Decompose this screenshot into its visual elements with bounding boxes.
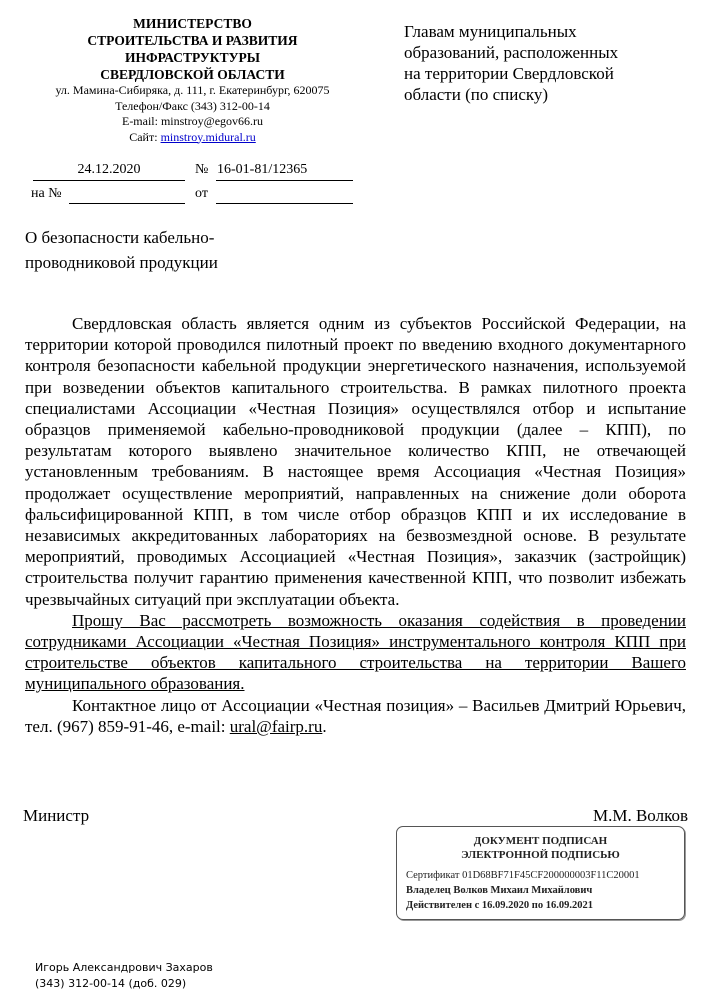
executor-phone: (343) 312-00-14 (доб. 029) [35,977,187,990]
letterhead [30,15,355,145]
org-phone: Телефон/Факс (343) 312-00-14 [115,98,270,113]
org-name-line: СВЕРДЛОВСКОЙ ОБЛАСТИ [100,67,285,82]
addressee-line: Главам муниципальных [404,22,577,41]
addressee-line: на территории Свердловской [404,64,614,83]
signer-name: М.М. Волков [592,806,688,825]
stamp-owner [397,883,684,898]
body-paragraph-1: Свердловская область является одним из субъектов Российской Федерации, на территории которой проводился пилотный проект по введению входного документарного контроля безопасности кабельной продукции энергетического назначения, используемой при возведении объектов капитального строительства. В рамках пилотного проекта специалистами Ассоциации «Честная Позиция» осуществлялся отбор и испытание образцов применяемой кабельно-проводниковой продукции (далее – КПП), по результатам которого выявлено значительное количество КПП, не отвечающей установленным требованиям. В настоящее время Ассоциация «Честная Позиция» продолжает осуществление мероприятий, направленных на снижение доли оборота фальсифицированной КПП, в том числе отбор образцов КПП и их исследование в независимых аккредитованных лабораториях на безвозмездной основе. В результате мероприятий, проводимых Ассоциацией «Честная Позиция», заказчик (застройщик) строительства получит гарантию применения качественной КПП, что позволит избежать чрезвычайных ситуаций при эксплуатации объекта. [25,314,686,609]
org-site [30,130,355,146]
stamp-cert-label: Сертификат [406,870,460,881]
body-paragraph-2 [25,610,686,695]
stamp-title-line: ДОКУМЕНТ ПОДПИСАН [473,835,608,847]
addressee-line: образований, расположенных [404,43,619,62]
addressee-block [404,21,704,105]
reference-label: на № [31,186,62,201]
letter-body [25,313,686,737]
stamp-owner-label: Владелец [406,885,451,896]
registration-number: 16-01-81/12365 [217,162,308,177]
contact-text: Контактное лицо от Ассоциации «Честная позиция» – Васильев Дмитрий Юрьевич, тел. (967) 859-91-46, e-mail: [25,695,686,736]
org-site-link[interactable]: minstroy.midural.ru [160,129,256,144]
org-name-line: МИНИСТЕРСТВО [133,16,252,31]
stamp-cert-value: 01D68BF71F45CF200000003F11C20001 [462,870,640,881]
executor-name: Игорь Александрович Захаров [35,961,213,974]
org-name-line: СТРОИТЕЛЬСТВА И РАЗВИТИЯ [87,33,298,48]
request-text: Прошу Вас рассмотреть возможность оказания содействия в проведении сотрудниками Ассоциации «Честная Позиция» инструментального контроля КПП при строительстве объектов капитального строительства на территории Вашего муниципального образования. [25,610,686,694]
stamp-owner-value: Волков Михаил Михайлович [453,885,593,896]
stamp-validity: Действителен с 16.09.2020 по 16.09.2021 [406,900,593,911]
from-underline [216,203,353,204]
org-name-line: ИНФРАСТРУКТУРЫ [125,50,260,65]
number-label: № [195,162,209,177]
org-address: ул. Мамина-Сибиряка, д. 111, г. Екатеринбург, 620075 [55,83,330,97]
contact-email-link[interactable]: ural@fairp.ru [229,716,323,736]
subject-line: проводниковой продукции [25,253,218,272]
subject-line: О безопасности кабельно- [25,228,215,247]
stamp-title-line: ЭЛЕКТРОННОЙ ПОДПИСЬЮ [461,849,620,861]
reference-underline [69,203,185,204]
number-underline [216,180,353,181]
letter-subject [25,225,355,275]
addressee-line: области (по списку) [404,85,549,104]
e-signature-stamp [396,826,685,920]
registration-date: 24.12.2020 [77,162,141,177]
org-site-label: Сайт: [129,129,161,144]
stamp-certificate [397,868,684,883]
date-underline [33,180,185,181]
body-paragraph-3 [25,695,686,737]
executor-block [35,960,213,992]
org-email: E-mail: minstroy@egov66.ru [121,114,264,128]
from-label: от [195,186,208,201]
signer-title: Министр [23,806,90,825]
contact-end: . [322,716,327,736]
